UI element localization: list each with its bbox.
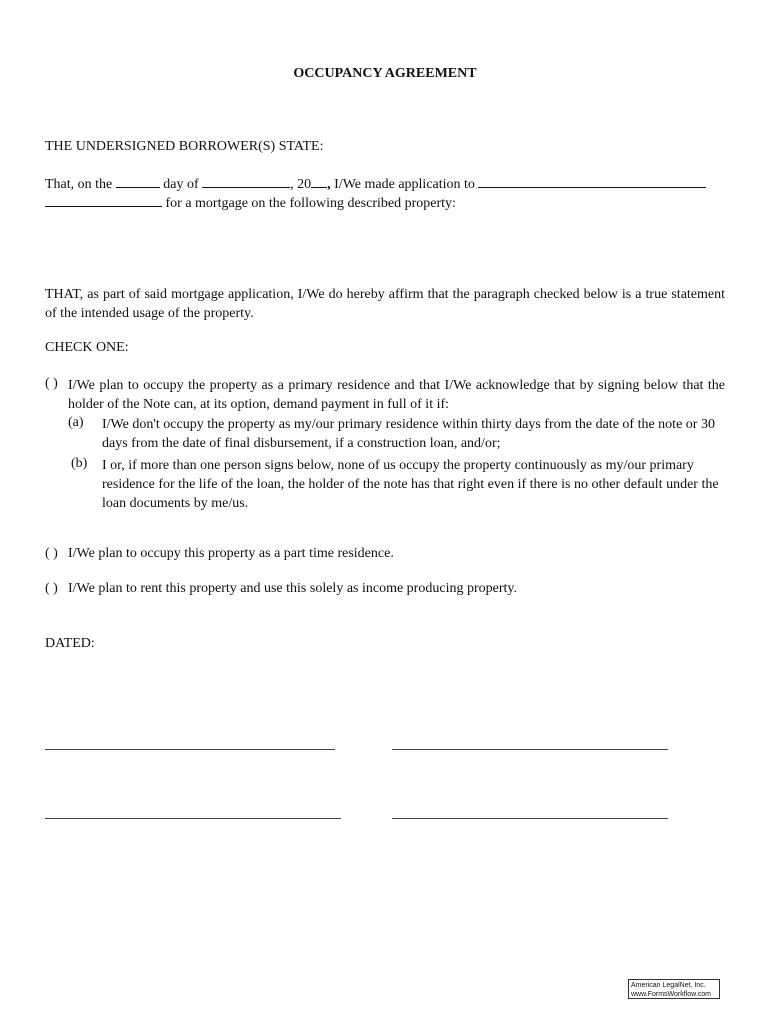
application-text-comma: ,	[327, 177, 331, 192]
day-blank[interactable]	[116, 175, 160, 188]
application-line-1	[45, 175, 706, 193]
option-1-checkbox[interactable]: ( )	[45, 376, 58, 391]
option-1-sub-a-text: I/We don't occupy the property as my/our primary residence within thirty days from the date of the note or 30 days from the date of final disbursement, if a construction loan, and/or;	[102, 417, 715, 451]
footer-company: American LegalNet, Inc.	[631, 982, 706, 989]
year-blank[interactable]	[311, 175, 327, 188]
document-title: OCCUPANCY AGREEMENT	[293, 66, 477, 81]
dated-label: DATED:	[45, 636, 95, 651]
option-2-text: I/We plan to occupy this property as a part time residence.	[68, 546, 394, 561]
lender-blank[interactable]	[478, 175, 706, 188]
option-1-text: I/We plan to occupy the property as a primary residence and that I/We acknowledge that by signing below that the holder of the Note can, at its option, demand payment in full of it if:	[68, 378, 725, 412]
signature-line-1[interactable]	[45, 749, 335, 750]
application-text-made-application: I/We made application to	[334, 177, 475, 192]
application-text-that-on-the: That, on the	[45, 177, 113, 192]
signature-line-3[interactable]	[45, 818, 341, 819]
footer-credit-box	[628, 979, 720, 999]
application-text-mortgage: for a mortgage on the following described property:	[165, 196, 456, 211]
option-2-checkbox[interactable]: ( )	[45, 546, 58, 561]
option-3-checkbox[interactable]: ( )	[45, 581, 58, 596]
option-1-sub-b-label: (b)	[71, 456, 88, 471]
lender-blank-continued[interactable]	[45, 194, 162, 207]
option-1-sub-a-label: (a)	[68, 415, 84, 430]
footer-website: www.FormsWorkflow.com	[631, 991, 711, 998]
check-one-label: CHECK ONE:	[45, 340, 129, 355]
month-blank[interactable]	[202, 175, 290, 188]
option-3-text: I/We plan to rent this property and use this solely as income producing property.	[68, 581, 517, 596]
application-text-day-of: day of	[163, 177, 199, 192]
signature-line-2[interactable]	[392, 749, 668, 750]
application-text-year-prefix: , 20	[290, 177, 312, 192]
option-1-sub-b-text: I or, if more than one person signs below, none of us occupy the property continuously as my/our primary residence for the life of the loan, the holder of the note has that right even if there is no other default under the loan documents by me/us.	[102, 458, 719, 511]
signature-line-4[interactable]	[392, 818, 668, 819]
application-line-2	[45, 194, 456, 212]
borrowers-heading: THE UNDERSIGNED BORROWER(S) STATE:	[45, 139, 324, 154]
affirm-paragraph: THAT, as part of said mortgage application, I/We do hereby affirm that the paragraph checked below is a true statement of the intended usage of the property.	[45, 287, 725, 321]
